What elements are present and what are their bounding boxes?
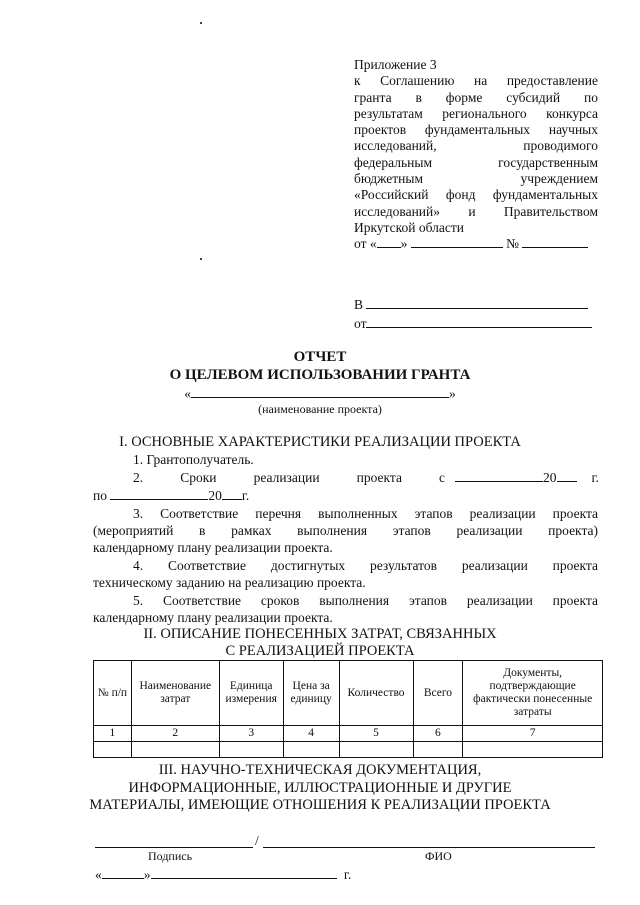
to-word: по (93, 488, 107, 503)
date-quote-open: « (95, 867, 102, 882)
section2-heading-line2: С РЕАЛИЗАЦИЕЙ ПРОЕКТА (225, 643, 415, 659)
full-name-caption: ФИО (425, 849, 452, 863)
appendix-line: Приложение 3 (354, 57, 437, 72)
section2-heading-line1: II. ОПИСАНИЕ ПОНЕСЕННЫХ ЗАТРАТ, СВЯЗАННЫХ (143, 626, 497, 642)
to-label: В (354, 297, 364, 312)
table-cell: 2 (131, 726, 219, 742)
appendix-line: «Российский фонд фундаментальных (354, 187, 598, 203)
end-year-blank[interactable] (222, 488, 242, 500)
item2-words: 2. Сроки реализации проекта с (133, 470, 446, 485)
end-date-blank[interactable] (110, 488, 208, 500)
section1-item1: 1. Грантополучатель. (133, 452, 254, 467)
table-cell-empty[interactable] (339, 742, 413, 758)
appendix-line: результатам регионального конкурса (354, 105, 598, 121)
table-cell-empty[interactable] (94, 742, 132, 758)
appendix-line: проектов фундаментальных научных (354, 122, 598, 138)
scan-speck (200, 258, 202, 260)
header-price: Цена за единицу (283, 661, 339, 726)
start-year-blank[interactable] (557, 470, 577, 482)
section1-item2-line1 (133, 469, 598, 486)
table-cell: 6 (413, 726, 463, 742)
full-name-blank[interactable] (263, 847, 595, 848)
quote-open: « (184, 386, 191, 401)
appendix-block (354, 57, 598, 253)
section1-item5-line1: 5. Соответствие сроков выполнения этапов реализации проекта (133, 593, 598, 608)
date-mid: » (400, 236, 408, 252)
section1-item3-line1: 3. Соответствие перечня выполненных этапов реализации проекта (133, 506, 598, 521)
appendix-date-line (354, 236, 598, 252)
appendix-line: федеральным государственным (354, 154, 598, 170)
month-blank[interactable] (411, 236, 503, 248)
section3-heading-line1: III. НАУЧНО-ТЕХНИЧЕСКАЯ ДОКУМЕНТАЦИЯ, (158, 762, 482, 778)
table-row (94, 726, 603, 742)
end-year: 20 (208, 488, 222, 503)
section1-item3-line3: календарному плану реализации проекта. (93, 540, 333, 555)
project-name-line (0, 385, 640, 402)
signature-separator: / (255, 833, 259, 848)
signature-date-line (95, 866, 351, 883)
table-cell: 4 (283, 726, 339, 742)
header-documents: Документы, подтверждающие фактически понесенные затраты (463, 661, 603, 726)
appendix-line: к Соглашению на предоставление (354, 73, 598, 89)
section1-item2-line2 (93, 487, 249, 504)
table-cell: 7 (463, 726, 603, 742)
recipient-to-line (354, 297, 598, 313)
section1-heading: I. ОСНОВНЫЕ ХАРАКТЕРИСТИКИ РЕАЛИЗАЦИИ ПРОЕКТА (119, 434, 521, 450)
recipient-to-blank[interactable] (366, 297, 588, 309)
signature-caption: Подпись (148, 849, 193, 863)
number-blank[interactable] (522, 236, 588, 248)
day-blank[interactable] (377, 236, 401, 248)
appendix-line: гранта в форме субсидий по (354, 89, 598, 105)
report-title: ОТЧЕТ (293, 349, 347, 365)
project-name-blank[interactable] (191, 386, 449, 398)
table-cell: 1 (94, 726, 132, 742)
table-row (94, 742, 603, 758)
header-unit: Единица измерения (219, 661, 283, 726)
quote-close: » (449, 386, 456, 401)
number-sign: № (506, 236, 519, 252)
scan-speck (200, 22, 202, 24)
date-prefix: от « (354, 236, 377, 252)
signature-year-suffix: г. (343, 867, 352, 882)
header-total: Всего (413, 661, 463, 726)
table-cell-empty[interactable] (283, 742, 339, 758)
table-cell: 3 (219, 726, 283, 742)
start-year: 20 (543, 470, 557, 485)
recipient-from-line (354, 316, 598, 332)
section1-item5-line2: календарному плану реализации проекта. (93, 610, 333, 625)
section1-item4-line1: 4. Соответствие достигнутых результатов реализации проекта (133, 558, 598, 573)
signature-blank[interactable] (95, 847, 253, 848)
section1-item3-line2: (мероприятий в рамках выполнения этапов реализации проекта) (93, 523, 598, 538)
appendix-line: бюджетным учреждением (354, 171, 598, 187)
section3-heading-line2: ИНФОРМАЦИОННЫЕ, ИЛЛЮСТРАЦИОННЫЕ И ДРУГИЕ (128, 780, 512, 796)
section1-item4-line2: техническому заданию на реализацию проекта. (93, 575, 366, 590)
signature-day-blank[interactable] (102, 867, 144, 879)
signature-month-year-blank[interactable] (151, 867, 337, 879)
recipient-from-blank[interactable] (366, 316, 592, 328)
table-cell-empty[interactable] (413, 742, 463, 758)
appendix-line: исследований» и Правительством (354, 203, 598, 219)
start-date-blank[interactable] (455, 470, 543, 482)
end-g: г. (241, 488, 250, 503)
header-number: № п/п (94, 661, 132, 726)
header-cost-name: Наименование затрат (131, 661, 219, 726)
from-label: от (354, 316, 367, 331)
table-cell-empty[interactable] (131, 742, 219, 758)
project-name-caption: (наименование проекта) (258, 402, 382, 416)
start-g: г. (591, 470, 599, 485)
table-header-row (94, 661, 603, 726)
table-cell-empty[interactable] (463, 742, 603, 758)
date-quote-close: » (143, 867, 151, 882)
table-cell: 5 (339, 726, 413, 742)
section3-heading-line3: МАТЕРИАЛЫ, ИМЕЮЩИЕ ОТНОШЕНИЯ К РЕАЛИЗАЦИИ ПРОЕКТА (89, 797, 551, 813)
table-cell-empty[interactable] (219, 742, 283, 758)
appendix-line: исследований, проводимого (354, 138, 598, 154)
report-subtitle: О ЦЕЛЕВОМ ИСПОЛЬЗОВАНИИ ГРАНТА (169, 367, 471, 383)
header-quantity: Количество (339, 661, 413, 726)
costs-table (93, 660, 603, 758)
appendix-line: Иркутской области (354, 219, 465, 235)
